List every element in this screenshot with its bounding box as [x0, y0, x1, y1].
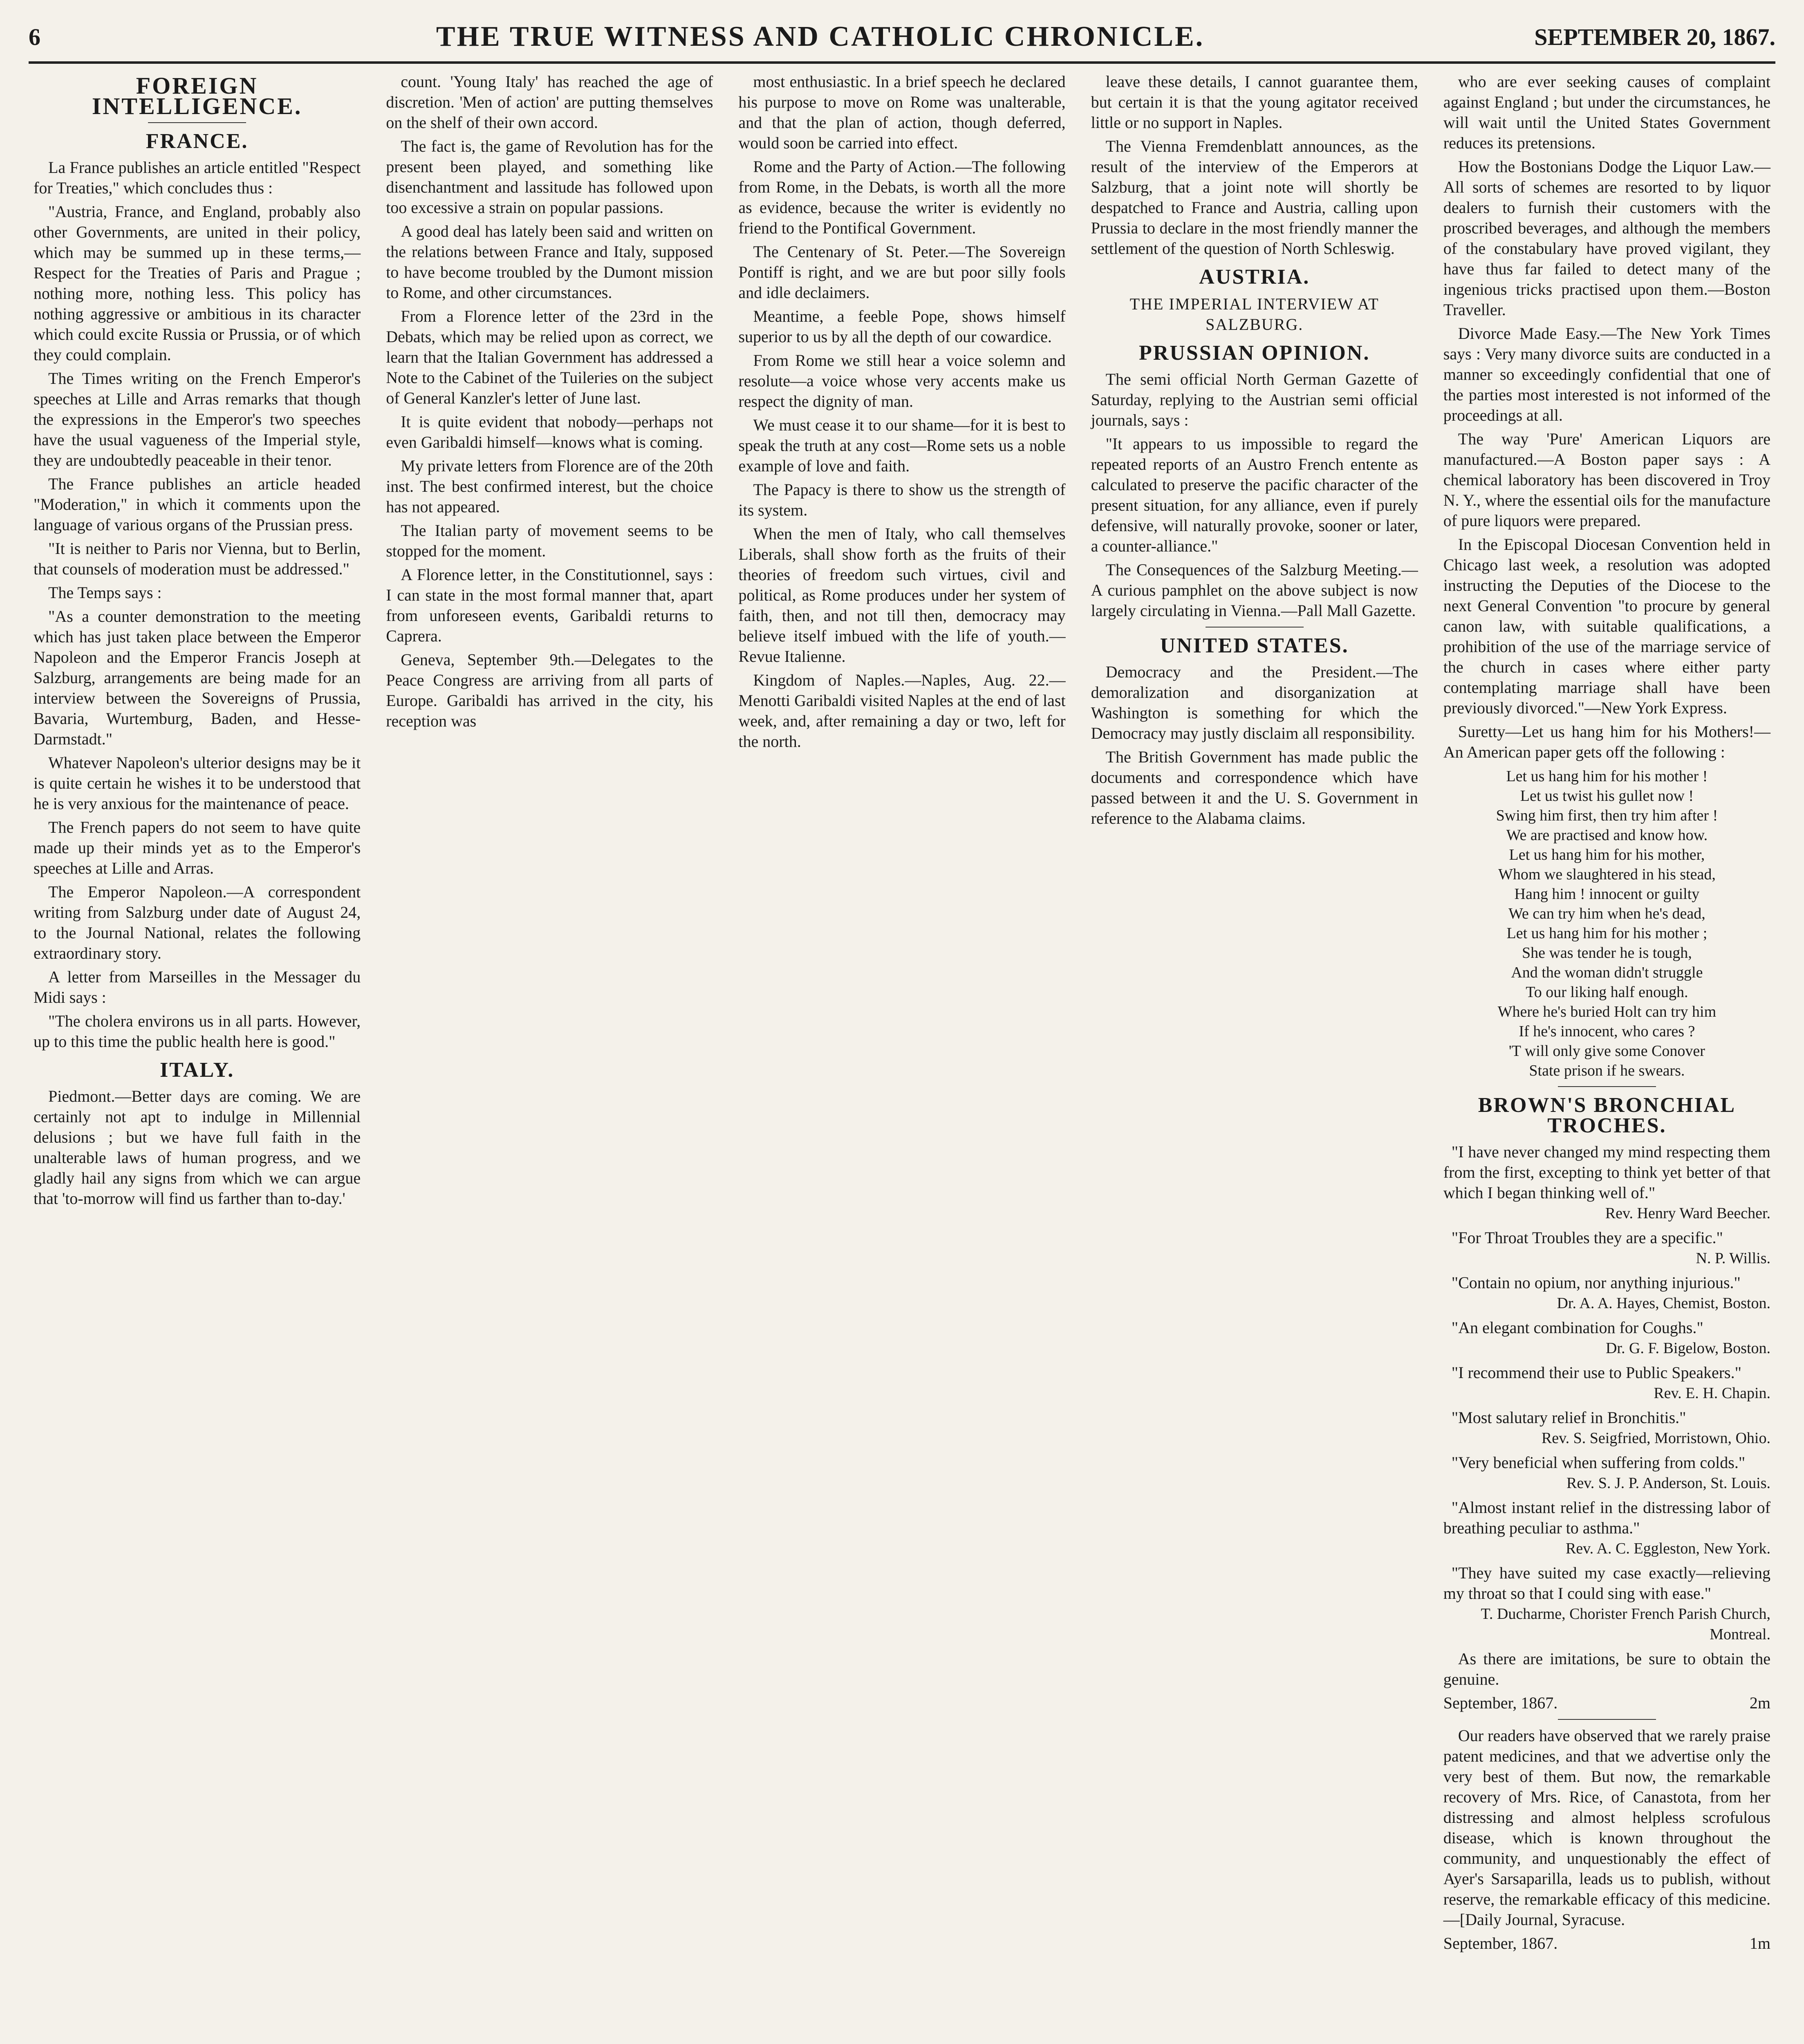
- article-paragraph: A letter from Marseilles in the Messager du Midi says :: [34, 968, 361, 1006]
- testimonial-quote: "Most salutary relief in Bronchitis.": [1451, 1408, 1686, 1427]
- testimonial-quote: "An elegant combination for Coughs.": [1451, 1318, 1703, 1337]
- article-paragraph: The semi official North German Gazette of Saturday, replying to the Austrian semi official journals, says :: [1091, 370, 1418, 429]
- testimonial-signature: Dr. A. A. Hayes, Chemist, Boston.: [1557, 1295, 1770, 1312]
- article-paragraph: The Centenary of St. Peter.—The Sovereign Pontiff is right, and we are but poor silly fools and idle declaimers.: [738, 242, 1066, 302]
- article-paragraph: How the Bostonians Dodge the Liquor Law.—All sorts of schemes are resorted to by liquor dealers to furnish their customers with the proscribed beverages, and although the members of the constabulary have proved vigilant, they have thus far failed to detect many of the ingenious tricks practised upon them.—Boston Traveller.: [1443, 157, 1770, 319]
- advertisement-title: BROWN'S BRONCHIAL TROCHES.: [1478, 1094, 1736, 1137]
- testimonial-signature: Rev. S. J. P. Anderson, St. Louis.: [1566, 1475, 1770, 1492]
- section-title-prussia: PRUSSIAN OPINION.: [1139, 341, 1370, 365]
- article-paragraph: It is quite evident that nobody—perhaps not even Garibaldi himself—knows what is coming.: [386, 412, 713, 451]
- article-paragraph: Divorce Made Easy.—The New York Times says : Very many divorce suits are conducted in a manner so exceedingly confidential that one of the parties most interested is not informed of the proceedings at all.: [1443, 324, 1770, 424]
- poem-line: Whom we slaughtered in his stead,: [1498, 866, 1716, 883]
- article-paragraph: From Rome we still hear a voice solemn and resolute—a voice whose very accents make us respect the dignity of man.: [738, 351, 1066, 410]
- testimonial-quote: "I have never changed my mind respecting them from the first, excepting to think yet better of that which I began thinking well of.": [1443, 1143, 1770, 1202]
- advertisement-duration: 2m: [1749, 1694, 1770, 1712]
- article-paragraph: "Austria, France, and England, probably also other Governments, are united in their policy, which may be summed up in these terms,—Respect for the Treaties of Paris and Prague ; nothing more, nothing less. This policy has nothing aggressive or ambitious in its character which could excite Russia or Prussia, or of which they could complain.: [34, 202, 361, 364]
- column-3: [733, 72, 1070, 2044]
- testimonial: [1443, 1228, 1770, 1269]
- miscellaneous-articles: [1443, 72, 1770, 762]
- article-paragraph: La France publishes an article entitled "Respect for Treaties," which concludes thus :: [34, 158, 361, 197]
- testimonial-quote: "They have suited my case exactly—relieving my throat so that I could sing with ease.": [1443, 1564, 1770, 1602]
- divider: [1558, 1719, 1656, 1720]
- testimonial-quote: "I recommend their use to Public Speakers.": [1451, 1363, 1741, 1382]
- article-paragraph: We must cease it to our shame—for it is best to speak the truth at any cost—Rome sets us a noble example of love and faith.: [738, 416, 1066, 475]
- testimonial-signature: Dr. G. F. Bigelow, Boston.: [1605, 1340, 1770, 1357]
- article-paragraph: The French papers do not seem to have quite made up their minds yet as to the Emperor's speeches at Lille and Arras.: [34, 818, 361, 877]
- testimonial-quote: "Almost instant relief in the distressing labor of breathing peculiar to asthma.": [1443, 1498, 1770, 1537]
- section-title-france: FRANCE.: [146, 130, 249, 153]
- poem-line: She was tender he is tough,: [1522, 944, 1692, 961]
- divider: [148, 122, 246, 123]
- article-paragraph: "It is neither to Paris nor Vienna, but to Berlin, that counsels of moderation must be addressed.": [34, 539, 361, 578]
- article-paragraph: My private letters from Florence are of the 20th inst. The best confirmed interest, but the choice has not appeared.: [386, 457, 713, 516]
- article-paragraph: When the men of Italy, who call themselves Liberals, shall show forth as the fruits of their theories of freedom such virtues, civil and political, as Rome produces under her system of faith, then, and not till then, democracy may believe itself imbued with the life of youth.—Revue Italienne.: [738, 524, 1066, 666]
- article-paragraph: The Vienna Fremdenblatt announces, as the result of the interview of the Emperors at Salzburg, that a joint note will shortly be despatched to France and Austria, calling upon Prussia to declare in the most friendly manner the settlement of the question of North Schleswig.: [1091, 137, 1418, 258]
- rome-articles: [738, 72, 1065, 752]
- article-paragraph: The British Government has made public the documents and correspondence which have passed between it and the U. S. Government in reference to the Alabama claims.: [1091, 748, 1418, 827]
- testimonial: [1443, 1273, 1770, 1313]
- article-paragraph: The Emperor Napoleon.—A correspondent writing from Salzburg under date of August 24, to the Journal National, relates the following extraordinary story.: [34, 883, 361, 962]
- article-paragraph: The Times writing on the French Emperor's speeches at Lille and Arras remarks that though the expressions in the Emperor's two speeches have the usual vagueness of the Imperial style, they are undoubtedly peaceable in their tenor.: [34, 369, 361, 469]
- divider: [1558, 1086, 1656, 1087]
- testimonial: [1443, 1497, 1770, 1559]
- article-paragraph: Whatever Napoleon's ulterior designs may be it is quite certain he wishes it to be understood that he is very anxious for the maintenance of peace.: [34, 753, 361, 813]
- poem-line: Let us hang him for his mother !: [1506, 768, 1708, 785]
- poem-line: Let us hang him for his mother ;: [1506, 925, 1708, 942]
- section-title-united-states: UNITED STATES.: [1160, 634, 1349, 657]
- testimonial-quote: "Very beneficial when suffering from colds.": [1451, 1453, 1746, 1472]
- testimonial-signature: Rev. S. Seigfried, Morristown, Ohio.: [1541, 1430, 1770, 1447]
- article-paragraph: Rome and the Party of Action.—The following from Rome, in the Debats, is worth all the more as evidence, because the writer is evidently no friend to the Pontifical Government.: [738, 157, 1066, 237]
- poem-line: State prison if he swears.: [1529, 1062, 1685, 1079]
- column-2: [381, 72, 718, 2044]
- testimonial: [1443, 1452, 1770, 1493]
- divider: [1206, 627, 1304, 628]
- testimonial: [1443, 1318, 1770, 1358]
- testimonial: [1443, 1407, 1770, 1448]
- column-5: [1439, 72, 1775, 2044]
- article-paragraph: Meantime, a feeble Pope, shows himself superior to us by all the depth of our cowardice.: [738, 307, 1066, 346]
- poem-line: Let us hang him for his mother,: [1509, 846, 1705, 863]
- section-title-austria: AUSTRIA.: [1199, 265, 1310, 289]
- issue-date: SEPTEMBER 20, 1867.: [1534, 23, 1775, 50]
- section-heading: FOREIGN INTELLIGENCE.: [92, 72, 303, 119]
- italy-articles: [34, 1086, 361, 1209]
- poem-line: And the woman didn't struggle: [1511, 964, 1703, 981]
- article-paragraph: Suretty—Let us hang him for his Mothers!—An American paper gets off the following :: [1443, 722, 1770, 761]
- closing-dateline: [1443, 1933, 1770, 1954]
- article-paragraph: The Temps says :: [48, 583, 162, 602]
- article-paragraph: "As a counter demonstration to the meeting which has just taken place between the Emperor Napoleon and the Emperor Francis Joseph at Salzburg, arrangements are being made for an interview between the Sovereigns of Prussia, Bavaria, Wurtemburg, Baden, and Hesse-Darmstadt.": [34, 607, 361, 748]
- closing-duration: 1m: [1749, 1934, 1770, 1952]
- testimonial-signature: Rev. A. C. Eggleston, New York.: [1565, 1540, 1770, 1557]
- article-paragraph: Piedmont.—Better days are coming. We are certainly not apt to indulge in Millennial delusions ; but we have full faith in the unalterable laws of human progress, and we gladly hail any signs from which we can argue that 'to-morrow will find us farther than to-day.': [34, 1087, 361, 1208]
- article-paragraph: The Italian party of movement seems to be stopped for the moment.: [386, 521, 713, 560]
- testimonials: [1443, 1142, 1770, 1645]
- article-paragraph: A good deal has lately been said and written on the relations between France and Italy, supposed to have become troubled by the Dumont mission to Rome, and other circumstances.: [386, 222, 713, 302]
- advertisement-note: As there are imitations, be sure to obtain the genuine.: [1443, 1650, 1770, 1688]
- testimonial-signature: Rev. Henry Ward Beecher.: [1605, 1205, 1770, 1222]
- article-paragraph: In the Episcopal Diocesan Convention held in Chicago last week, a resolution was adopted instructing the Deputies of the Diocese to the next General Convention "to procure by general canon law, with suitable qualifications, a prohibition of the use of the marriage service of the church in cases where either party contemplating marriage shall have been previously divorced."—New York Express.: [1443, 535, 1770, 717]
- article-paragraph: who are ever seeking causes of complaint against England ; but under the circumstances, he will wait until the United States Government reduces its pretensions.: [1443, 72, 1770, 152]
- closing-date: September, 1867.: [1443, 1934, 1558, 1952]
- article-paragraph: Kingdom of Naples.—Naples, Aug. 22.—Menotti Garibaldi visited Naples at the end of last week, and, after remaining a day or two, left for the north.: [738, 671, 1066, 751]
- closing-notice: Our readers have observed that we rarely praise patent medicines, and that we advertise only the very best of them. But now, the remarkable recovery of Mrs. Rice, of Canastota, from her distressing and almost helpless scrofulous disease, which is known throughout the community, and unquestionably the effect of Ayer's Sarsaparilla, leads us to publish, without reserve, the remarkable efficacy of this medicine.—[Daily Journal, Syracuse.: [1443, 1726, 1770, 1929]
- poem-line: Let us twist his gullet now !: [1520, 787, 1694, 805]
- newspaper-title: THE TRUE WITNESS AND CATHOLIC CHRONICLE.: [436, 21, 1205, 52]
- masthead: [29, 12, 1775, 64]
- article-paragraph: count. 'Young Italy' has reached the age of discretion. 'Men of action' are putting themselves on the shelf of their own accord.: [386, 72, 713, 132]
- poem-line: Hang him ! innocent or guilty: [1514, 885, 1700, 903]
- article-columns: [29, 72, 1775, 2044]
- subsection-title-austria: THE IMPERIAL INTERVIEW AT SALZBURG.: [1129, 295, 1379, 334]
- poem-line: Swing him first, then try him after !: [1496, 807, 1718, 824]
- prussia-articles: [1091, 369, 1418, 621]
- section-title-italy: ITALY.: [159, 1058, 235, 1082]
- united-states-articles: [1091, 662, 1418, 829]
- poem-line: We can try him when he's dead,: [1508, 905, 1705, 922]
- article-paragraph: The way 'Pure' American Liquors are manufactured.—A Boston paper says : A chemical laboratory has been discovered in Troy N. Y., where the essential oils for the manufacture of pure liquors were prepared.: [1443, 430, 1770, 530]
- advertisement-date: September, 1867.: [1443, 1694, 1558, 1712]
- testimonial: [1443, 1563, 1770, 1645]
- poem: [1443, 766, 1770, 1080]
- article-paragraph: leave these details, I cannot guarantee them, but certain it is that the young agitator received little or no support in Naples.: [1091, 72, 1418, 132]
- testimonial-signature: N. P. Willis.: [1696, 1250, 1770, 1267]
- testimonial-quote: "Contain no opium, nor anything injurious.": [1451, 1273, 1741, 1292]
- page-number: 6: [29, 23, 40, 50]
- article-paragraph: most enthusiastic. In a brief speech he declared his purpose to move on Rome was unalterable, and that the plan of action, though deferred, would soon be carried into effect.: [738, 72, 1066, 152]
- poem-line: 'T will only give some Conover: [1508, 1042, 1705, 1060]
- testimonial: [1443, 1363, 1770, 1403]
- article-paragraph: "The cholera environs us in all parts. However, up to this time the public health here is good.": [34, 1012, 361, 1051]
- poem-line: Where he's buried Holt can try him: [1497, 1003, 1717, 1020]
- article-paragraph: A Florence letter, in the Constitutionnel, says : I can state in the most formal manner that, apart from unforeseen events, Garibaldi returns to Caprera.: [386, 565, 713, 645]
- article-paragraph: "It appears to us impossible to regard the repeated reports of an Austro French entente as calculated to preserve the pacific character of the present situation, for any alliance, even if purely defensive, will naturally provoke, sooner or later, a counter-alliance.": [1091, 435, 1418, 555]
- article-paragraph: The fact is, the game of Revolution has for the present been played, and something like disenchantment and lassitude has followed upon too excessive a strain on popular passions.: [386, 137, 713, 217]
- testimonial-signature: Rev. E. H. Chapin.: [1654, 1385, 1770, 1402]
- testimonial-quote: "For Throat Troubles they are a specific.": [1451, 1228, 1723, 1247]
- italy-articles-continued: [386, 72, 713, 731]
- article-paragraph: The Papacy is there to show us the strength of its system.: [738, 480, 1066, 519]
- poem-line: If he's innocent, who cares ?: [1519, 1023, 1695, 1040]
- france-articles: [34, 157, 361, 1052]
- testimonial-signature: T. Ducharme, Chorister French Parish Church, Montreal.: [1481, 1605, 1770, 1643]
- column-1: [29, 72, 365, 2044]
- article-paragraph: Geneva, September 9th.—Delegates to the Peace Congress are arriving from all parts of Europe. Garibaldi has arrived in the city, his reception was: [386, 650, 713, 730]
- testimonial: [1443, 1142, 1770, 1224]
- advertisement-dateline: [1443, 1693, 1770, 1713]
- poem-line: To our liking half enough.: [1526, 984, 1688, 1001]
- article-paragraph: From a Florence letter of the 23rd in the Debats, which may be relied upon as correct, we learn that the Italian Government has addressed a Note to the Cabinet of the Tuileries on the subject of General Kanzler's letter of June last.: [386, 307, 713, 407]
- article-paragraph: The Consequences of the Salzburg Meeting.—A curious pamphlet on the above subject is now largely circulating in Vienna.—Pall Mall Gazette.: [1091, 560, 1418, 620]
- naples-articles: [1091, 72, 1418, 259]
- article-paragraph: Democracy and the President.—The demoralization and disorganization at Washington is something for which the Democracy may justly disclaim all responsibility.: [1091, 663, 1418, 742]
- poem-line: We are practised and know how.: [1506, 827, 1708, 844]
- article-paragraph: The France publishes an article headed "Moderation," in which it comments upon the language of various organs of the Prussian press.: [34, 475, 361, 534]
- column-4: [1086, 72, 1423, 2044]
